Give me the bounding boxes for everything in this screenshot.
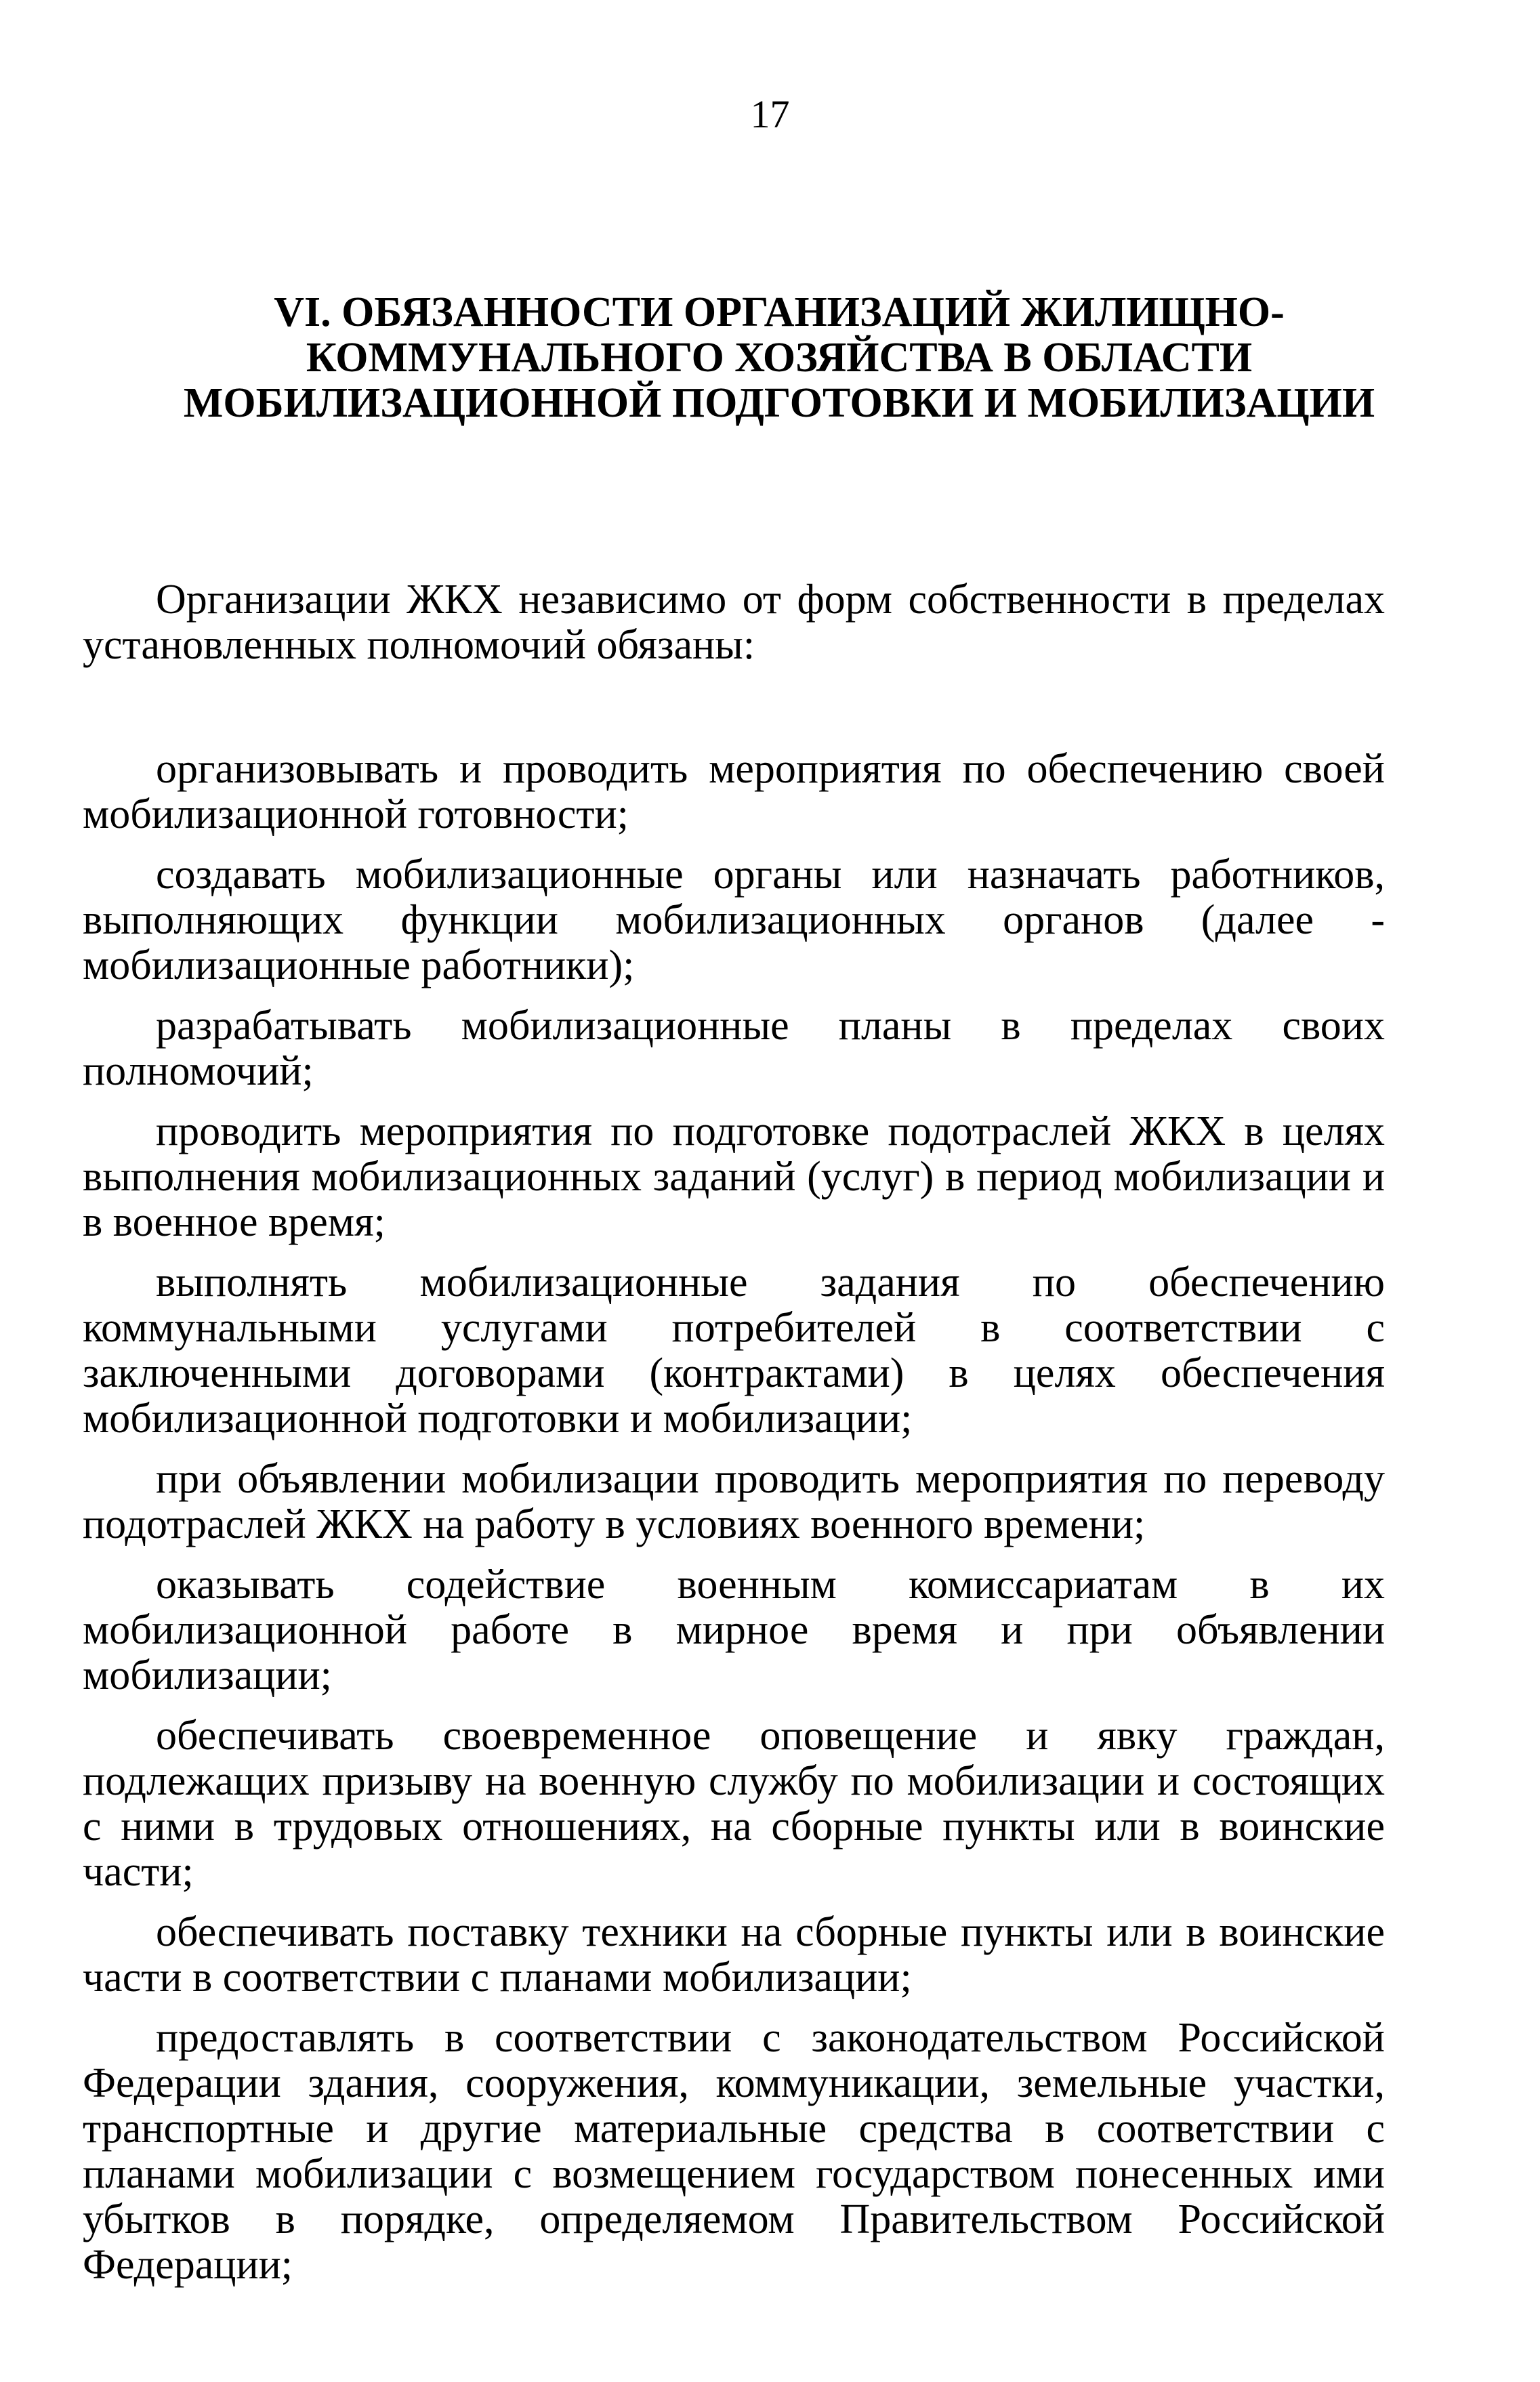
section-heading	[102, 290, 1457, 426]
duty-item: организовывать и проводить мероприятия по обеспечению своей мобилизационной готовности;	[83, 746, 1385, 837]
duty-item: предоставлять в соответствии с законодательством Российской Федерации здания, сооружения, коммуникации, земельные участки, транспортные и другие материальные средства в соответствии с планами мобилизации с возмещением государством понесенных ими убытков в порядке, определяемом Правительством Российской Федерации;	[83, 2015, 1385, 2288]
heading-line: МОБИЛИЗАЦИОННОЙ ПОДГОТОВКИ И МОБИЛИЗАЦИИ	[183, 380, 1375, 426]
duty-item: проводить мероприятия по подготовке подотраслей ЖКХ в целях выполнения мобилизационных заданий (услуг) в период мобилизации и в военное время;	[83, 1108, 1385, 1245]
heading-line: VI. ОБЯЗАННОСТИ ОРГАНИЗАЦИЙ ЖИЛИЩНО-	[274, 289, 1285, 335]
duty-item: при объявлении мобилизации проводить мероприятия по переводу подотраслей ЖКХ на работу в условиях военного времени;	[83, 1456, 1385, 1547]
duty-item: создавать мобилизационные органы или назначать работников, выполняющих функции мобилизационных органов (далее - мобилизационные работники);	[83, 852, 1385, 988]
intro-paragraph: Организации ЖКХ независимо от форм собственности в пределах установленных полномочий обязаны:	[83, 577, 1385, 668]
duty-item: разрабатывать мобилизационные планы в пределах своих полномочий;	[83, 1003, 1385, 1094]
duty-item: обеспечивать поставку техники на сборные пункты или в воинские части в соответствии с планами мобилизации;	[83, 1909, 1385, 2001]
heading-line: КОММУНАЛЬНОГО ХОЗЯЙСТВА В ОБЛАСТИ	[306, 335, 1253, 381]
duty-item: выполнять мобилизационные задания по обеспечению коммунальными услугами потребителей в соответствии с заключенными договорами (контрактами) в целях обеспечения мобилизационной подготовки и мобилизации;	[83, 1259, 1385, 1442]
duties-list	[83, 747, 1385, 2303]
duty-item: оказывать содействие военным комиссариатам в их мобилизационной работе в мирное время и при объявлении мобилизации;	[83, 1562, 1385, 1698]
duty-item: обеспечивать своевременное оповещение и явку граждан, подлежащих призыву на военную службу по мобилизации и состоящих с ними в трудовых отношениях, на сборные пункты или в воинские части;	[83, 1713, 1385, 1895]
page-number: 17	[750, 92, 790, 136]
